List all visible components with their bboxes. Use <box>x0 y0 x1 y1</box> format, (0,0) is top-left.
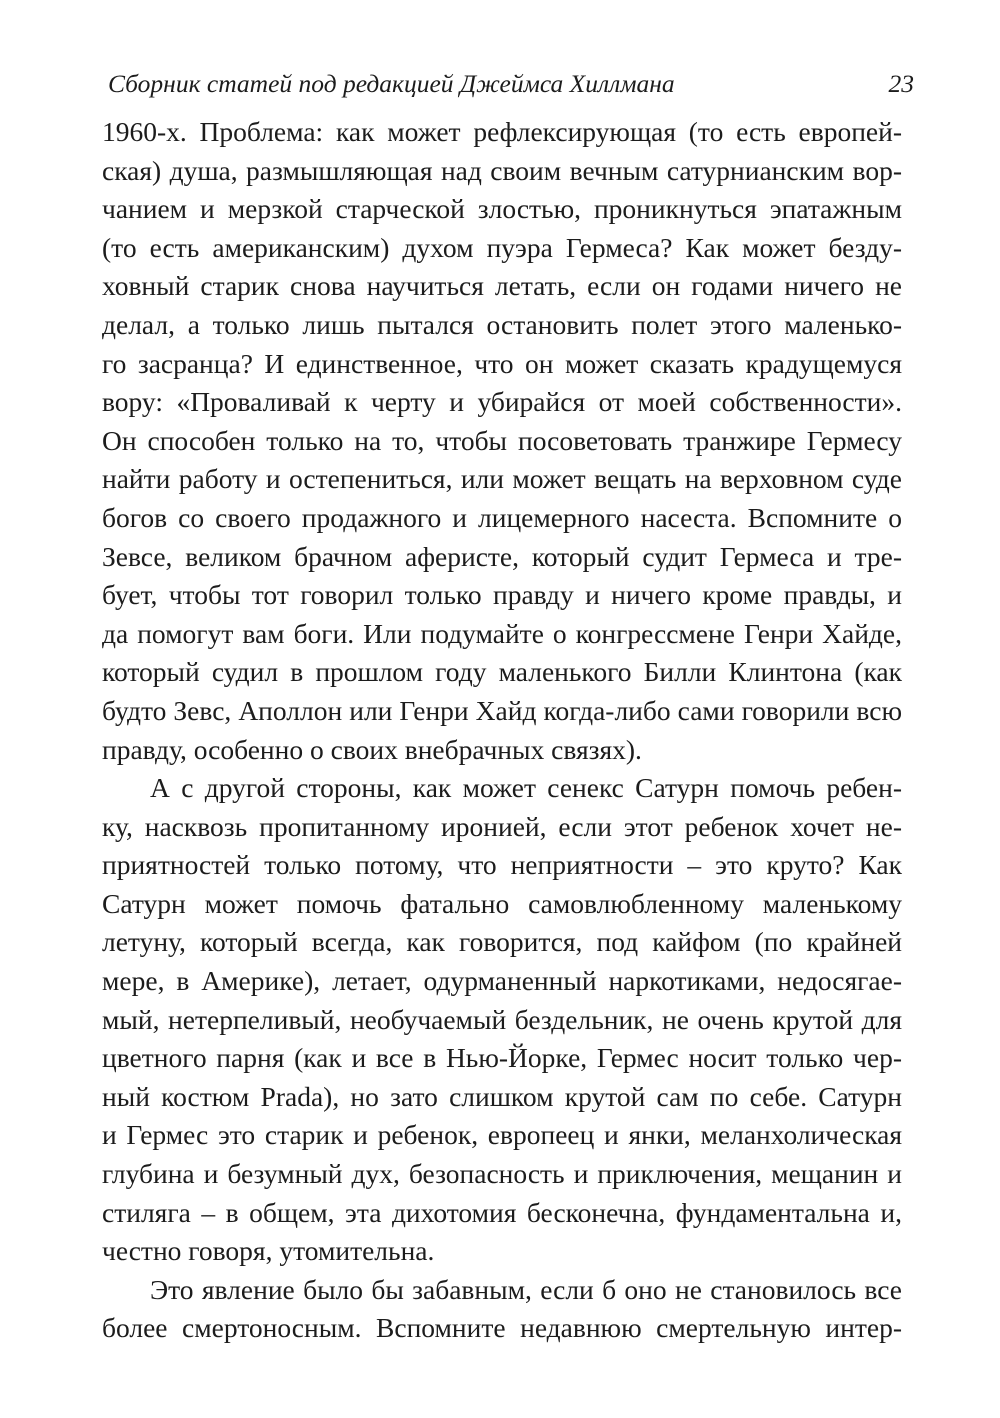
text-line: глубина и безумный дух, безопасность и приключения, мещанин и <box>102 1158 902 1190</box>
text-line: богов со своего продажного и лицемерного насеста. Вспомните о <box>102 501 902 533</box>
text-line: вору: «Проваливай к черту и убирайся от моей собственности». <box>102 386 902 418</box>
text-line: летуну, который всегда, как говорится, под кайфом (по крайней <box>102 926 902 958</box>
text-line: А с другой стороны, как может сенекс Сатурн помочь ребен- <box>150 772 902 804</box>
text-line: чанием и мерзкой старческой злостью, проникнуться эпатажным <box>102 193 902 225</box>
text-line: Это явление было бы забавным, если б оно не становилось все <box>150 1273 902 1305</box>
body-text <box>102 113 902 1348</box>
text-line: ный костюм Prada), но зато слишком крутой сам по себе. Сатурн <box>102 1080 902 1112</box>
text-line: мый, нетерпеливый, необучаемый бездельник, не очень крутой для <box>102 1003 902 1035</box>
running-header-title: Сборник статей под редакцией Джеймса Хиллмана <box>108 69 675 98</box>
text-line: приятностей только потому, что неприятности – это круто? Как <box>102 849 902 881</box>
text-line: (то есть американским) духом пуэра Гермеса? Как может безду- <box>102 231 902 263</box>
text-line: будто Зевс, Аполлон или Генри Хайд когда-либо сами говорили всю <box>102 694 902 726</box>
text-line: мере, в Америке), летает, одурманенный наркотиками, недосягае- <box>102 965 902 997</box>
paragraph-2 <box>102 769 902 1271</box>
text-line: да помогут вам боги. Или подумайте о конгрессмене Генри Хайде, <box>102 617 902 649</box>
text-line: который судил в прошлом году маленького Билли Клинтона (как <box>102 656 902 688</box>
running-header <box>106 64 914 104</box>
text-line: более смертоносным. Вспомните недавнюю смертельную интер- <box>102 1312 902 1344</box>
text-line: честно говоря, утомительна. <box>102 1235 435 1267</box>
page-number: 23 <box>888 69 914 98</box>
text-line: ку, насквозь пропитанному иронией, если этот ребенок хочет не- <box>102 810 902 842</box>
text-line: Он способен только на то, чтобы посоветовать транжире Гермесу <box>102 424 902 456</box>
text-line: делал, а только лишь пытался остановить полет этого маленько- <box>102 308 902 340</box>
text-line: 1960-х. Проблема: как может рефлексирующая (то есть европей- <box>102 116 902 147</box>
paragraph-1 <box>102 113 902 769</box>
text-line: найти работу и остепениться, или может вещать на верховном суде <box>102 463 902 495</box>
text-line: го засранца? И единственное, что он может сказать крадущемуся <box>102 347 902 379</box>
paragraph-3 <box>102 1271 902 1348</box>
text-line: бует, чтобы тот говорил только правду и ничего кроме правды, и <box>102 579 902 611</box>
text-line: цветного парня (как и все в Нью-Йорке, Гермес носит только чер- <box>102 1042 902 1074</box>
text-line: стиляга – в общем, эта дихотомия бесконечна, фундаментальна и, <box>102 1196 902 1228</box>
text-line: Сатурн может помочь фатально самовлюбленному маленькому <box>102 887 902 919</box>
text-line: и Гермес это старик и ребенок, европеец и янки, меланхолическая <box>102 1119 902 1151</box>
text-line: Зевсе, великом брачном аферисте, который судит Гермеса и тре- <box>102 540 902 572</box>
text-line: ская) душа, размышляющая над своим вечным сатурнианским вор- <box>102 154 902 186</box>
text-line: правду, особенно о своих внебрачных связях). <box>102 733 642 765</box>
text-line: ховный старик снова научиться летать, если он годами ничего не <box>102 270 902 302</box>
